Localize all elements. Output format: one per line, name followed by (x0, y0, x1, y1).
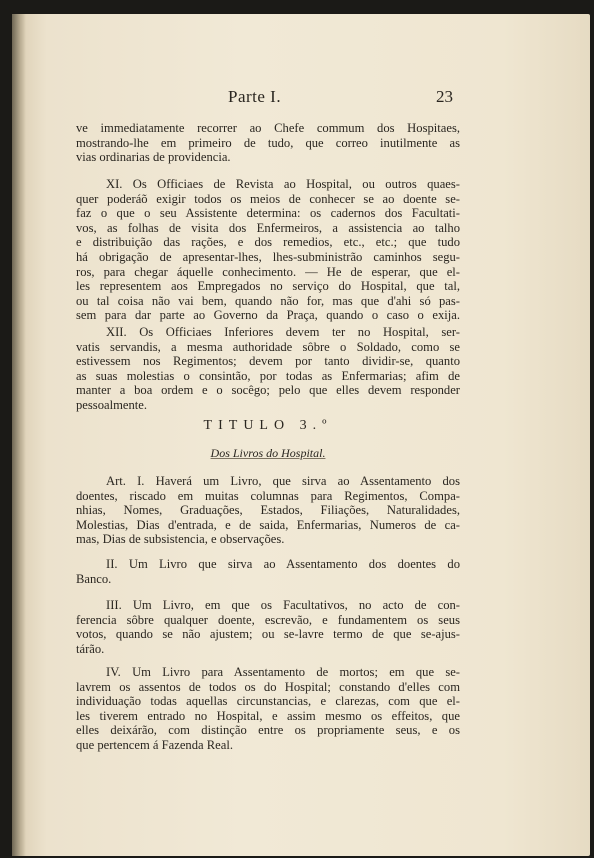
text-line: tárão. (76, 641, 105, 656)
text-line: Molestias, Dias d'entrada, e de saida, Enfermarias, Numeros de ca- (76, 517, 460, 532)
text-line: estivessem nos Regimentos; devem por tanto dividir-se, quanto (76, 354, 460, 369)
text-line: que pertencem á Fazenda Real. (76, 737, 233, 752)
text-line: III. Um Livro, em que os Facultativos, no acto de con- (106, 598, 460, 612)
text-line: ferencia sôbre qualquer doente, escrevão, e fundamentem os seus (76, 612, 460, 627)
text-line: faz o que o seu Assistente determina: os cadernos dos Facultati- (76, 206, 460, 221)
text-line: les tiverem entrado no Hospital, e assim mesmo os effeitos, que (76, 708, 460, 723)
paragraph-xi (76, 177, 460, 323)
text-line: IV. Um Livro para Assentamento de mortos; em que se- (106, 665, 460, 679)
text-line: lavrem os assentos de todos os do Hospital; constando d'elles com (76, 679, 460, 694)
text-line: Banco. (76, 571, 112, 586)
text-line: ou tal coisa não vai bem, quando não for, mas que d'ahi só pas- (76, 293, 460, 308)
text-line: sem para dar parte ao Governo da Praça, quando o caso o exija. (76, 308, 460, 323)
text-line: les representem aos Empregados no serviço do Hospital, que tal, (76, 279, 460, 294)
text-line: doentes, riscado em muitas columnas para Regimentos, Compa- (76, 488, 460, 503)
text-line: mas, Dias de subsistencia, e observações. (76, 532, 285, 547)
text-line: vatis servandis, a mesma authoridade sôbre o Soldado, como se (76, 339, 460, 354)
section-subtitle: Dos Livros do Hospital. (210, 446, 326, 460)
text-line: manter a boa ordem e o socêgo; pelo que elles devem responder (76, 383, 460, 398)
article-iv (76, 665, 460, 753)
text-line: as suas molestias o consintão, por todas as Enfermarias; afim de (76, 368, 460, 383)
text-line: vos, as folhas de visita dos Enfermeiros, a assistencia ao talho (76, 220, 460, 235)
article-iii (76, 598, 460, 656)
paragraph-continued (76, 121, 460, 165)
article-i (76, 474, 460, 547)
page-number: 23 (436, 87, 453, 106)
text-line: há obrigação de apresentar-lhes, lhes-subministrão caminhos segu- (76, 249, 460, 264)
text-line: pessoalmente. (76, 397, 147, 412)
running-head: Parte I. (228, 87, 282, 106)
article-ii (76, 557, 460, 586)
text-line: elles deixárão, com distinção entre os propriamente seus, e os (76, 723, 460, 738)
text-line: e distribuição das rações, e dos remedios, etc., etc.; que tudo (76, 235, 460, 250)
paragraph-xii (76, 325, 460, 413)
text-line: nhias, Nomes, Graduações, Estados, Filiações, Naturalidades, (76, 503, 460, 518)
section-title: TITULO 3.º (203, 418, 333, 433)
text-line: mostrando-lhe em primeiro de tudo, que correo inutilmente as (76, 135, 460, 150)
text-line: Art. I. Haverá um Livro, que sirva ao Assentamento dos (106, 474, 460, 488)
text-line: II. Um Livro que sirva ao Assentamento dos doentes do (106, 557, 460, 571)
text-line: vias ordinarias de providencia. (76, 150, 231, 165)
text-line: ve immediatamente recorrer ao Chefe commum dos Hospitaes, (76, 121, 460, 135)
page-gutter-shadow (12, 14, 26, 856)
text-line: votos, quando se não ajustem; ou se-lavre termo de que se-ajus- (76, 627, 460, 642)
text-line: individuação todas aquellas circunstancias, e clarezas, com que el- (76, 694, 460, 709)
text-line: quer poderáõ exigir todos os meios de conhecer se ao doente se- (76, 191, 460, 206)
text-line: XI. Os Officiaes de Revista ao Hospital, ou outros quaes- (106, 177, 460, 191)
text-line: ros, para chegar áquelle conhecimento. — He de esperar, que el- (76, 264, 460, 279)
text-line: XII. Os Officiaes Inferiores devem ter no Hospital, ser- (106, 325, 460, 339)
